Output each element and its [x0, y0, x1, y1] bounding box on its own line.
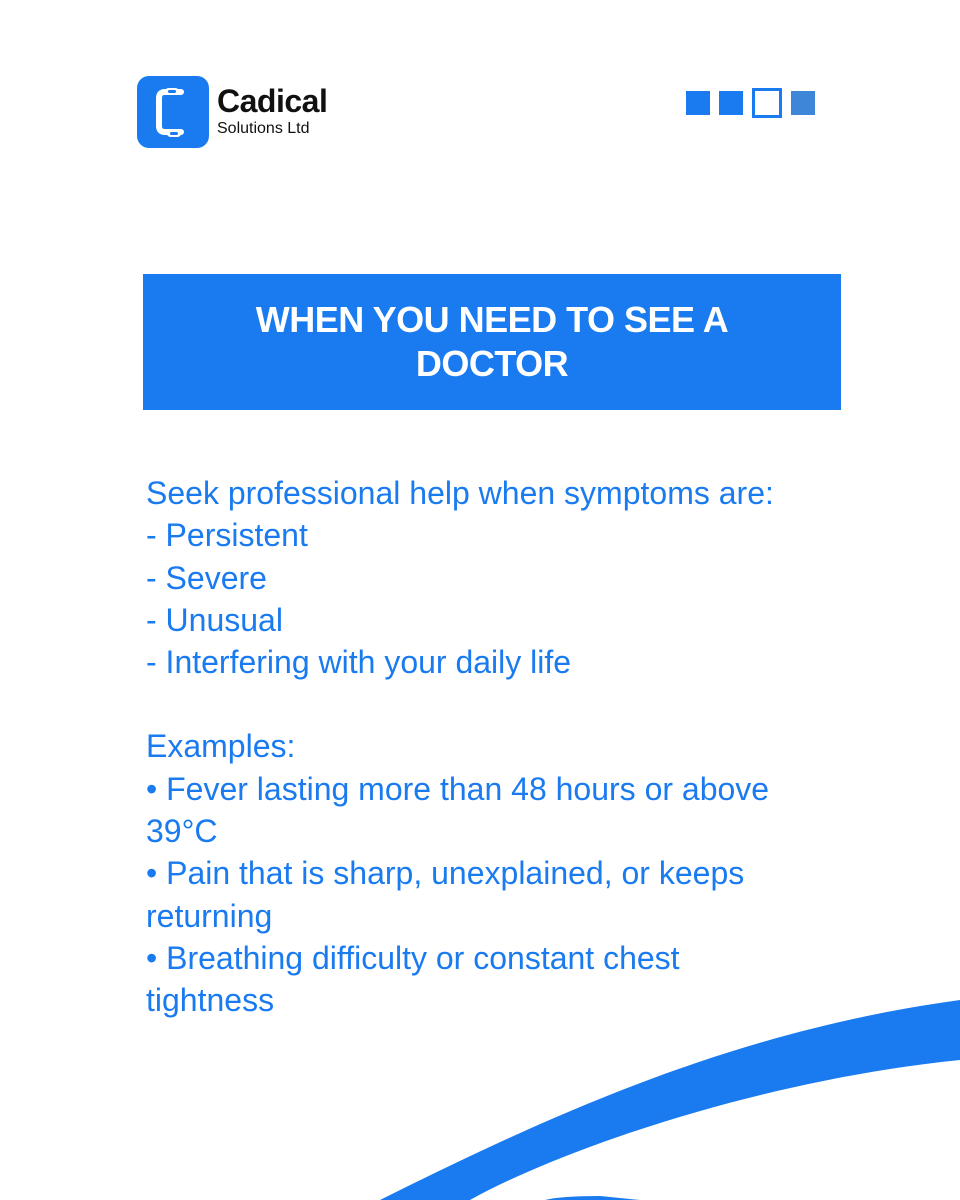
page-title: WHEN YOU NEED TO SEE A DOCTOR — [255, 299, 729, 384]
symptom-item: - Interfering with your daily life — [146, 644, 572, 681]
example-item: • Fever lasting more than 48 hours or above 39°C — [146, 770, 770, 850]
brand-name: Cadical — [217, 83, 328, 119]
symptom-item: - Severe — [146, 559, 267, 596]
example-item: • Pain that is sharp, unexplained, or keeps returning — [146, 855, 745, 934]
symptom-item: - Persistent — [146, 517, 308, 554]
brand-subtitle: Solutions Ltd — [217, 120, 310, 137]
example-item: • Breathing difficulty or constant chest tightness — [146, 939, 680, 1019]
intro-text: Seek professional help when symptoms are: — [146, 475, 774, 511]
symptom-item: - Unusual — [146, 601, 283, 638]
examples-heading: Examples: — [146, 728, 296, 765]
